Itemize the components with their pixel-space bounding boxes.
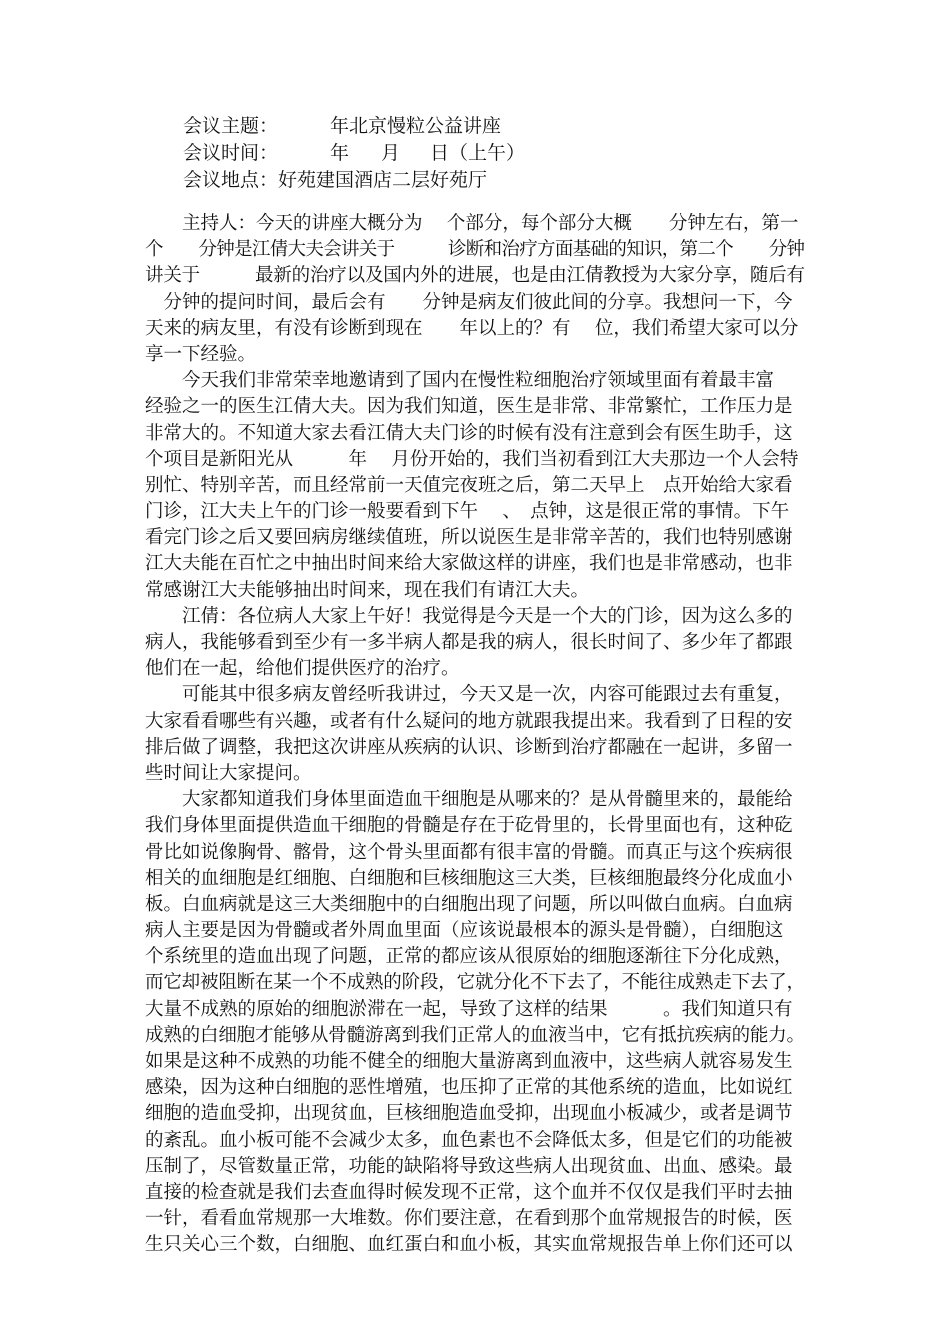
text-line: 享一下经验。 — [145, 343, 257, 365]
time-day: 日（上午） — [430, 142, 526, 164]
text-line: 看完门诊之后又要回病房继续值班，所以说医生是非常辛苦的，我们也特别感谢 — [145, 527, 793, 549]
text-line: 压制了，尽管数量正常，功能的缺陷将导致这些病人出现贫血、出血、感染。最 — [145, 1155, 793, 1177]
text-line: 分钟的提问时间，最后会有 分钟是病友们彼此间的分享。我想问一下，今 — [145, 291, 793, 313]
text-line: 别忙、特别辛苦，而且经常前一天值完夜班之后，第二天早上 点开始给大家看 — [145, 474, 793, 496]
text-line: 大量不成熟的原始的细胞淤滞在一起，导致了这样的结果 。我们知道只有 — [145, 998, 793, 1020]
text-line: 一针，看看血常规那一大堆数。你们要注意，在看到那个血常规报告的时候，医 — [145, 1208, 793, 1230]
text-line: 如果是这种不成熟的功能不健全的细胞大量游离到血液中，这些病人就容易发生 — [145, 1051, 793, 1072]
text-line: 个项目是新阳光从 年 月份开始的，我们当初看到江大夫那边一个人会特 — [145, 448, 799, 470]
text-line: 门诊，江大夫上午的门诊一般要看到下午 、 点钟，这是很正常的事情。下午 — [145, 501, 790, 523]
text-line: 板。白血病就是这三大类细胞中的白细胞出现了问题，所以叫做白血病。白血病 — [145, 893, 793, 915]
text-line: 排后做了调整，我把这次讲座从疾病的认识、诊断到治疗都融在一起讲，多留一 — [145, 736, 793, 758]
text-line: 些时间让大家提问。 — [145, 762, 312, 784]
place-value: 好苑建国酒店二层好苑厅 — [278, 169, 488, 191]
text-line: 病人，我能够看到至少有一多半病人都是我的病人，很长时间了、多少年了都跟 — [145, 632, 793, 653]
text-line: 细胞的造血受抑，出现贫血，巨核细胞造血受抑，出现血小板减少，或者是调节 — [145, 1103, 793, 1125]
meeting-topic-row — [183, 113, 525, 140]
text-line: 病人主要是因为骨髓或者外周血里面（应该说最根本的源头是骨髓），白细胞这 — [145, 920, 784, 942]
text-line: 经验之一的医生江倩大夫。因为我们知道，医生是非常、非常繁忙，工作压力是 — [145, 396, 793, 418]
time-year: 年 — [330, 142, 350, 164]
text-line: 非常大的。不知道大家去看江倩大夫门诊的时候有没有注意到会有医生助手，这 — [145, 422, 793, 444]
time-month: 月 — [381, 142, 401, 164]
text-line: 的紊乱。血小板可能不会减少太多，血色素也不会降低太多，但是它们的功能被 — [145, 1129, 793, 1151]
time-label: 会议时间： — [183, 142, 279, 164]
text-line: 相关的血细胞是红细胞、白细胞和巨核细胞这三大类，巨核细胞最终分化成血小 — [145, 867, 793, 889]
text-line: 骨比如说像胸骨、髂骨，这个骨头里面都有很丰富的骨髓。而真正与这个疾病很 — [145, 841, 793, 863]
text-line: 个系统里的造血出现了问题，正常的都应该从很原始的细胞逐渐往下分化成熟， — [145, 946, 793, 968]
text-line: 大家看看哪些有兴趣，或者有什么疑问的地方就跟我提出来。我看到了日程的安 — [145, 710, 793, 732]
topic-value: 年北京慢粒公益讲座 — [330, 115, 502, 137]
meeting-place-row — [183, 167, 525, 194]
text-line: 讲关于 最新的治疗以及国内外的进展，也是由江倩教授为大家分享，随后有 — [145, 265, 805, 287]
text-line: 我们身体里面提供造血干细胞的骨髓是存在于矻骨里的，长骨里面也有，这种矻 — [145, 815, 793, 837]
text-line: 大家都知道我们身体里面造血干细胞是从哪来的？是从骨髓里来的，最能给 — [145, 789, 793, 811]
transcript-body — [145, 211, 805, 1259]
text-line: 常感谢江大夫能够抽出时间来，现在我们有请江大夫。 — [145, 579, 590, 601]
text-line: 今天我们非常荣幸地邀请到了国内在慢性粒细胞治疗领域里面有着最丰富 — [145, 370, 775, 392]
place-label: 会议地点： — [183, 169, 279, 191]
text-line: 江倩：各位病人大家上午好！我觉得是今天是一个大的门诊，因为这么多的 — [145, 605, 793, 627]
topic-label: 会议主题： — [183, 115, 279, 137]
meeting-time-row — [183, 140, 525, 167]
meeting-header — [183, 113, 525, 194]
text-line: 感染，因为这种白细胞的恶性增殖，也压抑了正常的其他系统的造血，比如说红 — [145, 1077, 793, 1099]
text-line: 生只关心三个数，白细胞、血红蛋白和血小板，其实血常规报告单上你们还可以 — [145, 1234, 793, 1256]
text-line: 可能其中很多病友曾经听我讲过，今天又是一次，内容可能跟过去有重复， — [145, 684, 793, 706]
text-line: 江大夫能在百忙之中抽出时间来给大家做这样的讲座，我们也是非常感动，也非 — [145, 553, 793, 575]
text-line: 直接的检查就是我们去查血得时候发现不正常，这个血并不仅仅是我们平时去抽 — [145, 1181, 793, 1203]
text-line: 主持人：今天的讲座大概分为 个部分，每个部分大概 分钟左右，第一 — [145, 213, 799, 234]
text-line: 成熟的白细胞才能够从骨髓游离到我们正常人的血液当中，它有抵抗疾病的能力。 — [145, 1024, 805, 1046]
text-line: 天来的病友里，有没有诊断到现在 年以上的？有 位，我们希望大家可以分 — [145, 317, 799, 339]
text-line: 而它却被阻断在某一个不成熟的阶段，它就分化不下去了，不能往成熟走下去了， — [145, 972, 805, 994]
text-line: 个 分钟是江倩大夫会讲关于 诊断和治疗方面基础的知识，第二个 分钟 — [145, 239, 805, 261]
text-line: 他们在一起，给他们提供医疗的治疗。 — [145, 658, 460, 680]
